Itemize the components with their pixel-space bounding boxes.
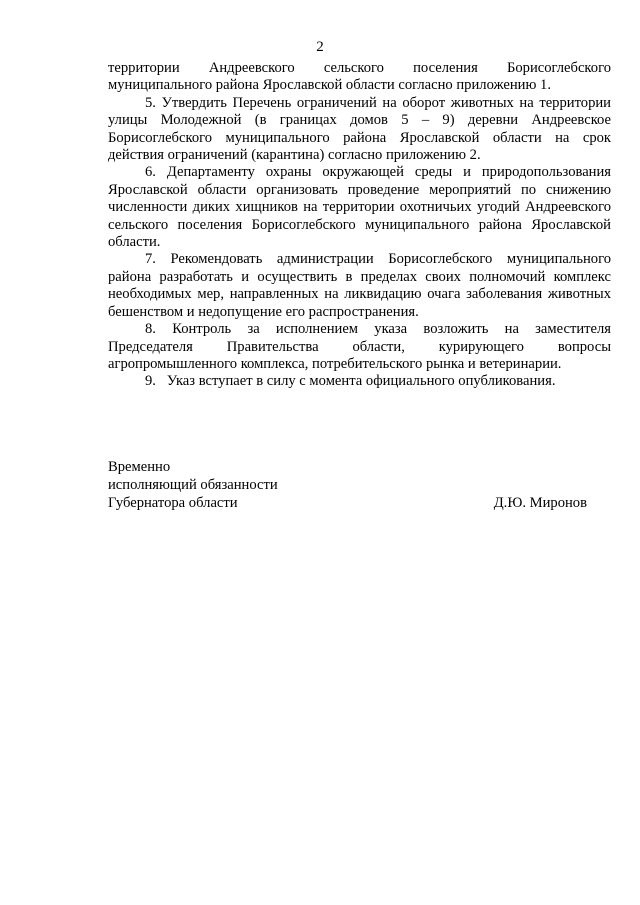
signature-block xyxy=(108,458,611,512)
paragraph-continuation: территории Андреевского сельского поселения Борисоглебского муниципального района Ярославской области согласно приложению 1. xyxy=(108,60,611,94)
document-body xyxy=(108,60,611,391)
paragraph-item-6: 6. Департаменту охраны окружающей среды и природопользования Ярославской области организовать проведение мероприятий по снижению численности диких хищников на территории охотничьих угодий Андреевского сельского поселения Борисоглебского муниципального района Ярославской области. xyxy=(108,164,611,251)
page-number: 2 xyxy=(316,39,324,55)
paragraph-item-9: 9. Указ вступает в силу с момента официального опубликования. xyxy=(145,373,556,390)
signature-title-line-3: Губернатора области xyxy=(108,495,238,511)
signature-title-line-1: Временно xyxy=(108,459,171,475)
paragraph-item-8: 8. Контроль за исполнением указа возложить на заместителя Председателя Правительства области, курирующего вопросы агропромышленного комплекса, потребительского рынка и ветеринарии. xyxy=(108,321,611,372)
paragraph-item-7: 7. Рекомендовать администрации Борисоглебского муниципального района разработать и осуществить в пределах своих полномочий комплекс необходимых мер, направленных на ликвидацию очага заболевания животных бешенством и недопущение его распространения. xyxy=(108,251,611,320)
signature-title-line-2: исполняющий обязанности xyxy=(108,477,278,493)
signature-last-row xyxy=(108,494,611,512)
paragraph-item-5: 5. Утвердить Перечень ограничений на оборот животных на территории улицы Молодежной (в границах домов 5 – 9) деревни Андреевское Борисоглебского муниципального района Ярославской области на срок действия ограничений (карантина) согласно приложению 2. xyxy=(108,94,611,164)
signatory-name: Д.Ю. Миронов xyxy=(493,495,587,511)
